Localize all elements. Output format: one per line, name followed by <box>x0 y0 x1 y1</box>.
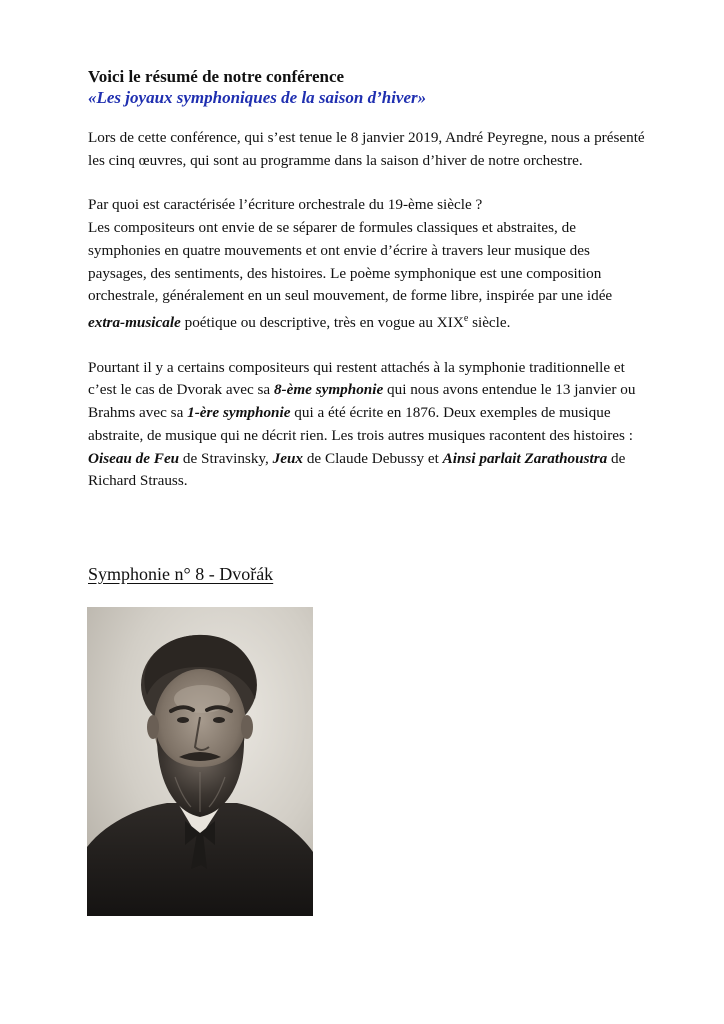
composers-text-a: Pourtant il y a certains compositeurs qui restent attachés à la symphonie traditionnelle et c’est le cas de Dvorak avec sa <box>88 358 625 399</box>
answer-text-a: Les compositeurs ont envie de se séparer de formules classiques et abstraites, de symphonies en quatre mouvements et ont envie d’écrire à travers leur musique des paysages, des sentiments, des histoires. Le poème symphonique est une composition orchestrale, généralement en un seul mouvement, de forme libre, inspirée par une idée <box>88 219 613 305</box>
intro-paragraph: Lors de cette conférence, qui s’est tenue le 8 janvier 2019, André Peyregne, nous a présenté les cinq œuvres, qui sont au programme dans la saison d’hiver de notre orchestre. <box>88 129 645 169</box>
question-text: Par quoi est caractérisée l’écriture orchestrale du 19-ème siècle ? <box>88 196 483 214</box>
work-brahms-1: 1-ère symphonie <box>187 404 291 422</box>
portrait-illustration <box>87 607 313 916</box>
work-jeux: Jeux <box>272 449 304 467</box>
dvorak-portrait-photo <box>87 607 313 916</box>
work-firebird: Oiseau de Feu <box>88 449 180 467</box>
answer-text-b: poétique ou descriptive, très en vogue au XIX <box>180 313 464 331</box>
century-superscript: e <box>463 312 469 324</box>
document-body <box>88 66 648 493</box>
composers-text-b: qui nous avons entendue le 13 janvier ou Brahms avec sa <box>88 381 636 422</box>
work-dvorak-8: 8-ème symphonie <box>273 381 384 399</box>
answer-text-c: siècle. <box>468 313 511 331</box>
section-heading-dvorak: Symphonie n° 8 - Dvořák <box>88 564 274 584</box>
composers-text-e: de Claude Debussy et <box>303 449 443 467</box>
document-title: Voici le résumé de notre conférence <box>88 67 345 86</box>
composers-paragraph <box>88 357 648 493</box>
question-paragraph <box>88 194 648 334</box>
extra-musicale-emphasis: extra-musicale <box>88 313 181 331</box>
composers-text-c: qui a été écrite en 1876. Deux exemples de musique abstraite, de musique qui ne décrit rien. Les trois autres musiques racontent des histoires : <box>88 404 633 444</box>
document-subtitle: «Les joyaux symphoniques de la saison d’hiver» <box>88 88 427 107</box>
composers-text-d: de Stravinsky, <box>179 449 273 467</box>
composers-text-f: de Richard Strauss. <box>88 449 626 490</box>
work-zarathustra: Ainsi parlait Zarathoustra <box>442 449 608 467</box>
